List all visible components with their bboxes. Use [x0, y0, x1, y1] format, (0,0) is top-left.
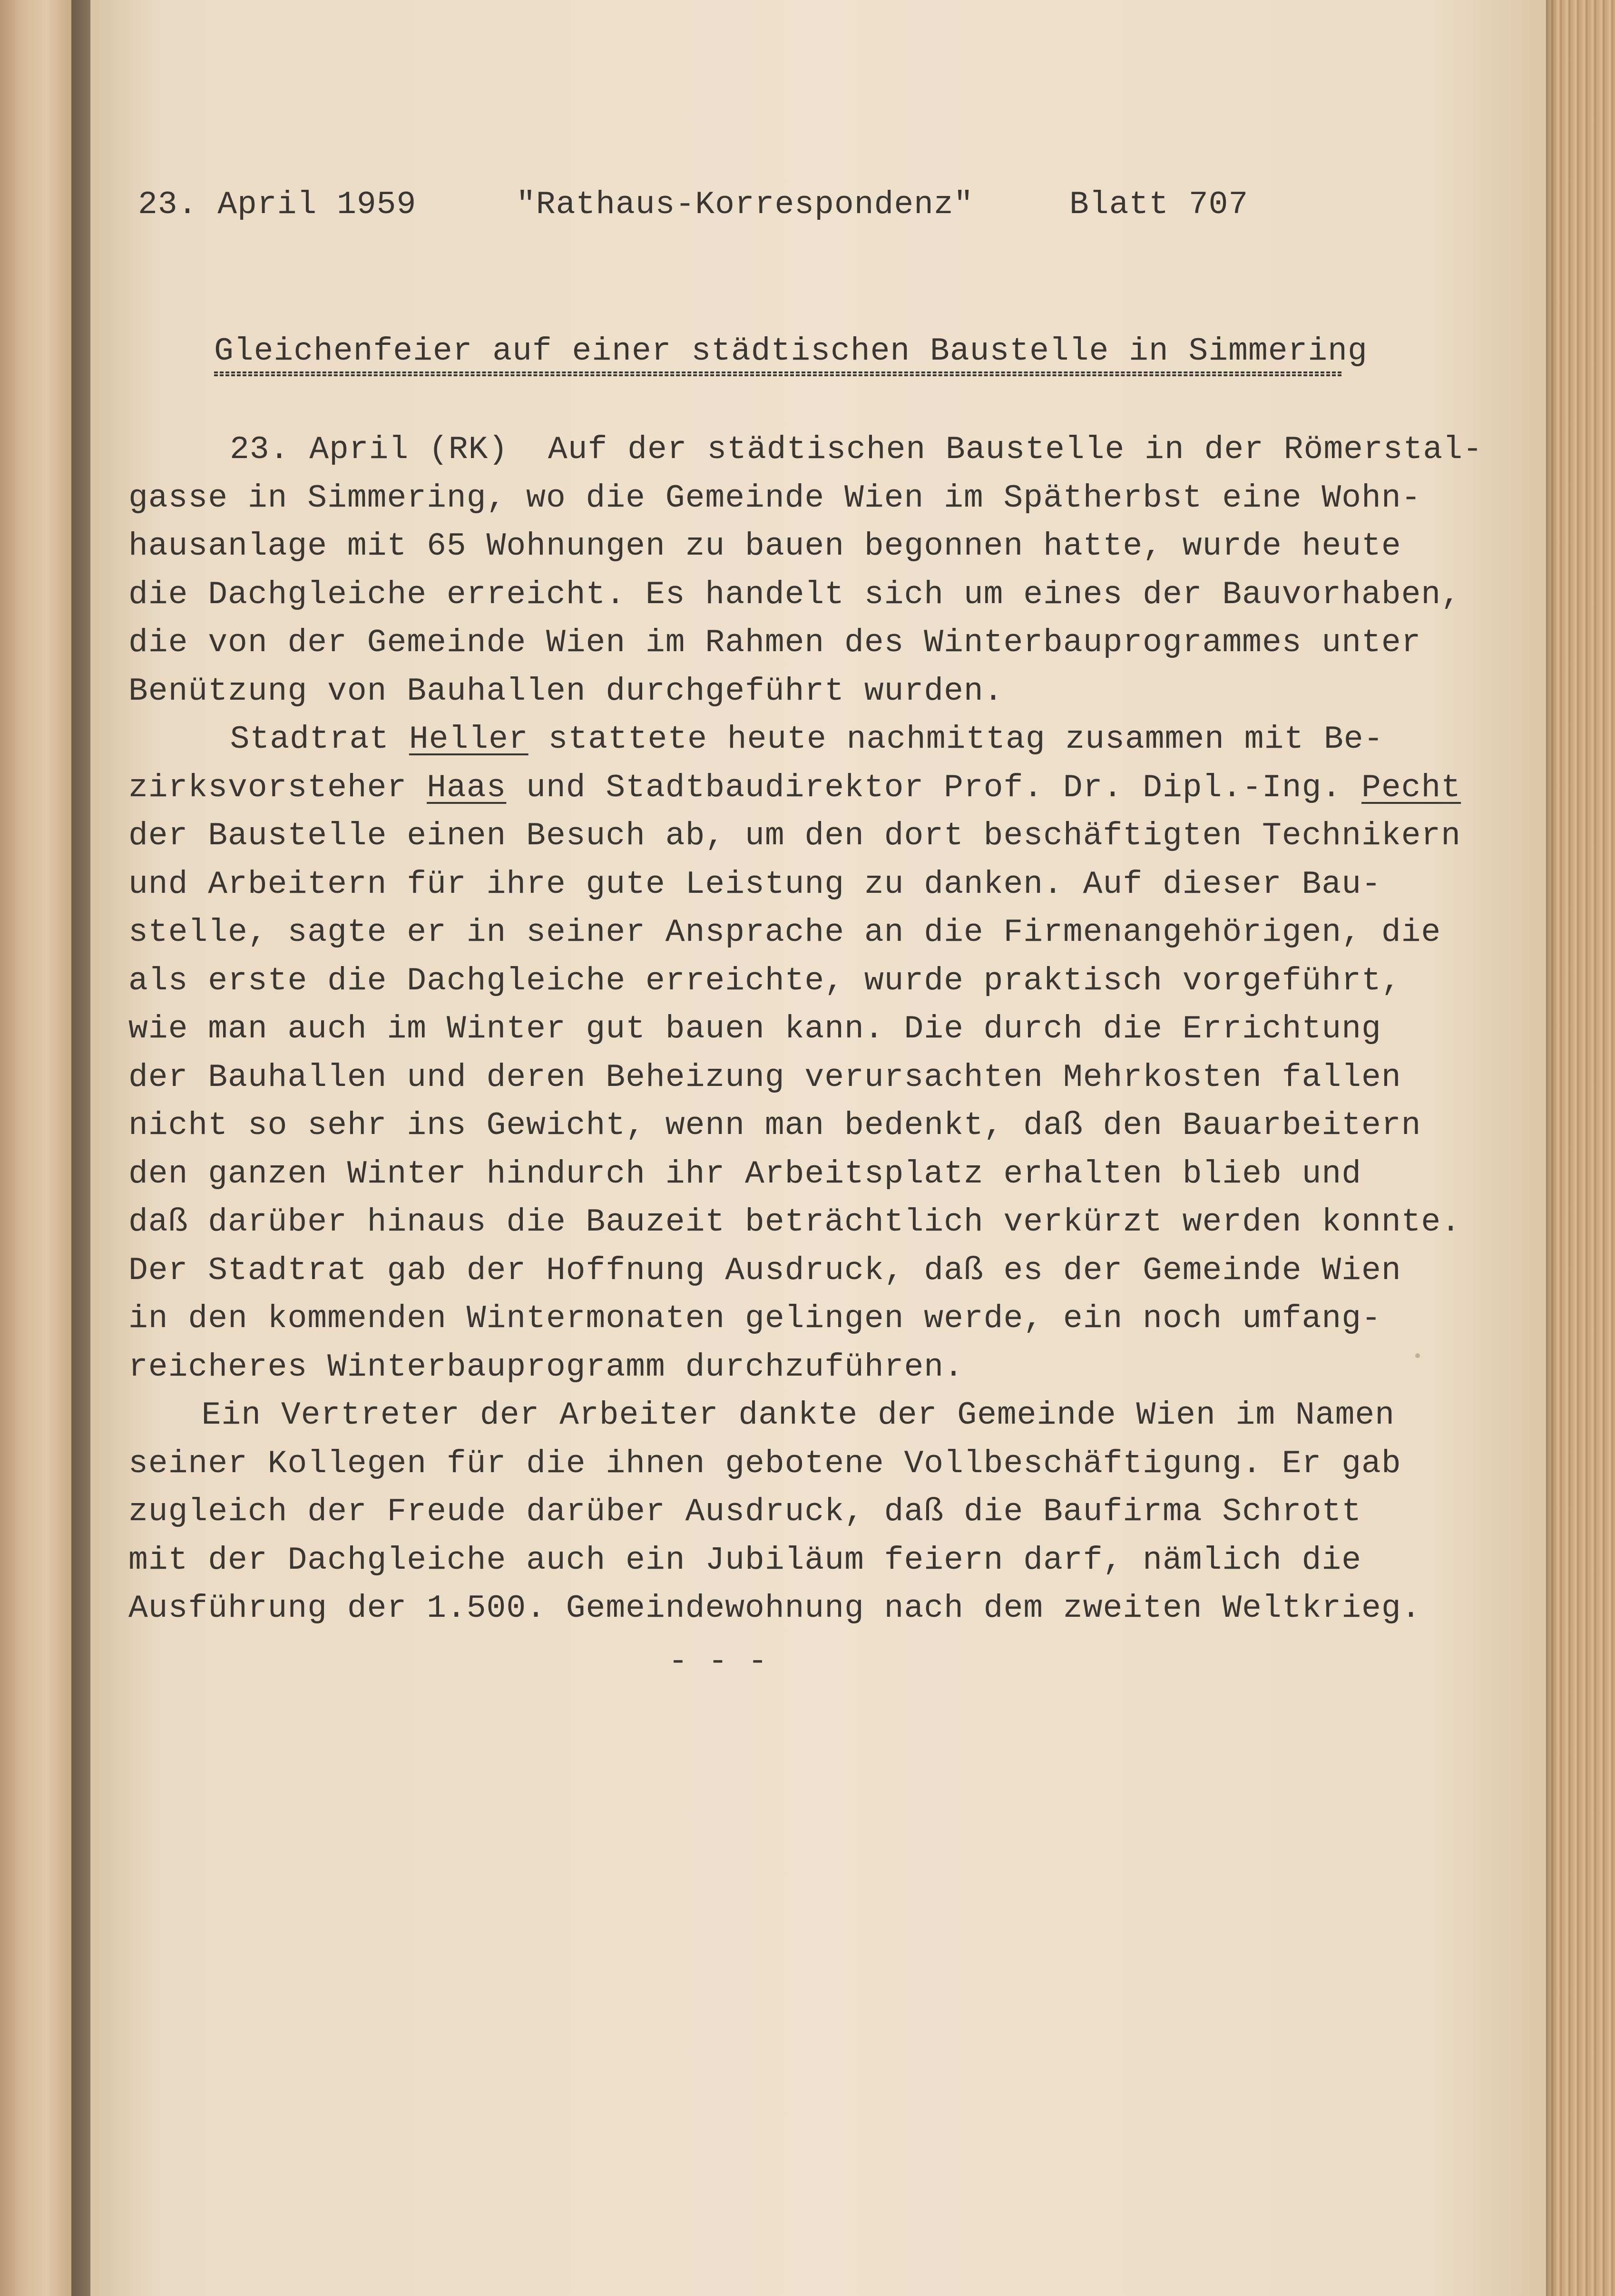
title-double-underline	[214, 371, 1341, 376]
header-date: 23. April 1959	[138, 186, 417, 223]
text-line: reicheres Winterbauprogramm durchzuführen.	[128, 1348, 964, 1386]
text-fragment: stattete heute nachmittag zusammen mit Be-	[528, 721, 1384, 758]
text-line: die von der Gemeinde Wien im Rahmen des Winterbauprogrammes unter	[128, 625, 1421, 661]
text-line: gasse in Simmering, wo die Gemeinde Wien im Spätherbst eine Wohn-	[128, 479, 1421, 517]
text-line: die Dachgleiche erreicht. Es handelt sich um eines der Bauvorhaben,	[128, 576, 1461, 613]
header-source: "Rathaus-Korrespondenz"	[516, 186, 974, 223]
paragraph-1	[128, 426, 1508, 715]
text-line: nicht so sehr ins Gewicht, wenn man bedenkt, daß den Bauarbeitern	[128, 1107, 1421, 1144]
text-line	[128, 764, 1508, 812]
text-line: stelle, sagte er in seiner Ansprache an die Firmenangehörigen, die	[128, 914, 1441, 951]
text-line: zugleich der Freude darüber Ausdruck, daß die Baufirma Schrott	[128, 1494, 1362, 1530]
person-name-heller: Heller	[409, 721, 529, 758]
page-stack-shadow	[1546, 0, 1557, 2296]
text-line: wie man auch im Winter gut bauen kann. Die durch die Errichtung	[128, 1011, 1381, 1047]
article-title-block	[214, 333, 1368, 376]
text-line: der Baustelle einen Besuch ab, um den dort beschäftigten Technikern	[128, 818, 1461, 854]
text-fragment: und Stadtbaudirektor Prof. Dr. Dipl.-Ing.	[506, 769, 1362, 806]
binding-gutter	[71, 0, 90, 2296]
paragraph-2	[128, 715, 1508, 1391]
text-line: daß darüber hinaus die Bauzeit beträchtlich verkürzt werden konnte.	[128, 1204, 1461, 1241]
text-line: den ganzen Winter hindurch ihr Arbeitsplatz erhalten blieb und	[128, 1155, 1362, 1192]
text-line: 23. April (RK) Auf der städtischen Baustelle in der Römerstal-	[230, 431, 1483, 468]
text-fragment: zirksvorsteher	[128, 769, 427, 806]
text-line: Ein Vertreter der Arbeiter dankte der Gemeinde Wien im Namen	[162, 1397, 1395, 1434]
text-line: in den kommenden Wintermonaten gelingen werde, ein noch umfang-	[128, 1300, 1381, 1337]
text-fragment: Stadtrat	[190, 721, 409, 758]
text-line: seiner Kollegen für die ihnen gebotene Vollbeschäftigung. Er gab	[128, 1445, 1401, 1482]
text-line: als erste die Dachgleiche erreichte, wurde praktisch vorgeführt,	[128, 962, 1401, 999]
header-sheet-number: Blatt 707	[1069, 186, 1249, 223]
article-body	[128, 426, 1508, 1633]
paragraph-3	[128, 1391, 1508, 1633]
text-line: Benützung von Bauhallen durchgeführt wurden.	[128, 673, 1004, 710]
person-name-haas: Haas	[427, 769, 507, 806]
text-line	[128, 715, 1508, 764]
adjacent-page-edge	[0, 0, 71, 2296]
text-line: Der Stadtrat gab der Hoffnung Ausdruck, daß es der Gemeinde Wien	[128, 1252, 1401, 1289]
text-line: hausanlage mit 65 Wohnungen zu bauen begonnen hatte, wurde heute	[128, 528, 1401, 565]
text-line: mit der Dachgleiche auch ein Jubiläum feiern darf, nämlich die	[128, 1542, 1362, 1579]
text-line: der Bauhallen und deren Beheizung verursachten Mehrkosten fallen	[128, 1059, 1401, 1096]
text-line: Ausführung der 1.500. Gemeindewohnung nach dem zweiten Weltkrieg.	[128, 1590, 1421, 1627]
text-line: und Arbeitern für ihre gute Leistung zu danken. Auf dieser Bau-	[128, 866, 1381, 903]
article-title: Gleichenfeier auf einer städtischen Baustelle in Simmering	[214, 333, 1368, 370]
person-name-pecht: Pecht	[1361, 769, 1461, 806]
closing-dashes: - - -	[668, 1643, 768, 1680]
